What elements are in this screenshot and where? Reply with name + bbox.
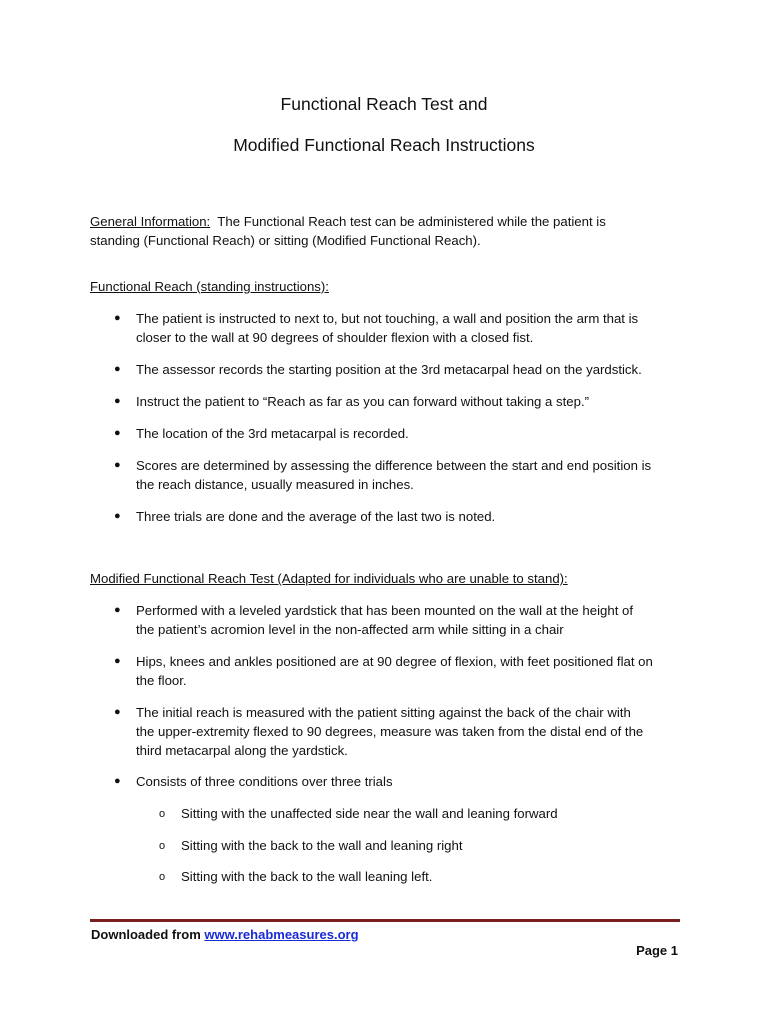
list-item-text-line-1: Consists of three conditions over three trials xyxy=(136,774,393,789)
list-item-text-line-1: The assessor records the starting position at the 3rd metacarpal head on the yardstick. xyxy=(136,362,642,377)
list-item xyxy=(114,392,684,411)
sub-list-item xyxy=(159,804,681,823)
document-title-line-1: Functional Reach Test and xyxy=(280,94,488,114)
list-item-text-line-1: The location of the 3rd metacarpal is recorded. xyxy=(136,426,409,441)
list-item-text-line-2: the upper-extremity flexed to 90 degrees, measure was taken from the distal end of the xyxy=(136,724,644,739)
list-item xyxy=(114,456,684,494)
list-item-text-line-1: The patient is instructed to next to, but not touching, a wall and position the arm that is xyxy=(136,311,639,326)
list-item-text-line-2: the patient’s acromion level in the non-affected arm while sitting in a chair xyxy=(136,622,564,637)
bullet-icon: ● xyxy=(114,706,121,718)
bullet-icon: ● xyxy=(114,395,121,407)
bullet-icon: ● xyxy=(114,363,121,375)
rehabmeasures-link[interactable]: www.rehabmeasures.org xyxy=(204,927,359,942)
sub-list-item-text: Sitting with the back to the wall and leaning right xyxy=(181,838,463,853)
list-item-text-line-1: Scores are determined by assessing the difference between the start and end position is xyxy=(136,458,652,473)
standing-section-heading: Functional Reach (standing instructions): xyxy=(90,279,329,294)
modified-section-heading: Modified Functional Reach Test (Adapted for individuals who are unable to stand): xyxy=(90,571,568,586)
footer-download-note xyxy=(91,927,359,942)
page-number: Page 1 xyxy=(636,943,678,958)
list-item xyxy=(114,424,684,443)
bullet-icon: ● xyxy=(114,312,121,324)
bullet-icon: ● xyxy=(114,775,121,787)
footer-divider xyxy=(90,919,680,922)
bullet-icon: ● xyxy=(114,427,121,439)
list-item-text-line-3: third metacarpal along the yardstick. xyxy=(136,743,348,758)
bullet-icon: ● xyxy=(114,510,121,522)
footer-prefix: Downloaded from xyxy=(91,927,205,942)
sub-list-item xyxy=(159,867,681,886)
list-item xyxy=(114,507,684,526)
list-item xyxy=(114,703,684,760)
bullet-icon: ● xyxy=(114,604,121,616)
list-item-text-line-2: closer to the wall at 90 degrees of shoulder flexion with a closed fist. xyxy=(136,330,534,345)
list-item xyxy=(114,772,684,791)
list-item-text-line-1: Instruct the patient to “Reach as far as you can forward without taking a step.” xyxy=(136,394,590,409)
list-item-text-line-2: the reach distance, usually measured in inches. xyxy=(136,477,414,492)
list-item xyxy=(114,360,684,379)
list-item-text-line-1: Performed with a leveled yardstick that has been mounted on the wall at the height of xyxy=(136,603,634,618)
list-item-text-line-1: The initial reach is measured with the patient sitting against the back of the chair with xyxy=(136,705,631,720)
list-item xyxy=(114,652,684,690)
general-info-label: General Information: xyxy=(90,214,211,229)
general-info-text-line-1: The Functional Reach test can be administered while the patient is xyxy=(210,214,606,229)
sub-list-item-text: Sitting with the unaffected side near the wall and leaning forward xyxy=(181,806,558,821)
document-title-line-2: Modified Functional Reach Instructions xyxy=(233,135,535,155)
list-item-text-line-1: Hips, knees and ankles positioned are at 90 degree of flexion, with feet positioned flat on xyxy=(136,654,653,669)
list-item xyxy=(114,309,684,347)
hollow-bullet-icon: o xyxy=(159,840,166,852)
general-info-paragraph xyxy=(90,212,690,250)
list-item-text-line-1: Three trials are done and the average of the last two is noted. xyxy=(136,509,496,524)
sub-list-item-text: Sitting with the back to the wall leaning left. xyxy=(181,869,433,884)
bullet-icon: ● xyxy=(114,655,121,667)
list-item xyxy=(114,601,684,639)
sub-list-item xyxy=(159,836,681,855)
list-item-text-line-2: the floor. xyxy=(136,673,187,688)
bullet-icon: ● xyxy=(114,459,121,471)
hollow-bullet-icon: o xyxy=(159,808,166,820)
hollow-bullet-icon: o xyxy=(159,871,166,883)
general-info-text-line-2: standing (Functional Reach) or sitting (Modified Functional Reach). xyxy=(90,233,481,248)
